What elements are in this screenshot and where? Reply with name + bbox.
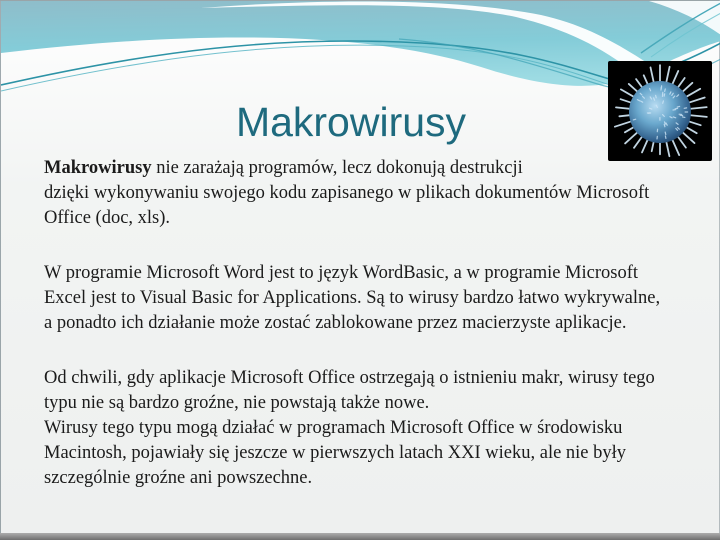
paragraph-1 <box>44 156 704 231</box>
text-line: Od chwili, gdy aplikacje Microsoft Office ostrzegają o istnieniu makr, wirusy tego <box>44 368 655 388</box>
text-line: typu nie są bardzo groźne, nie powstają także nowe. <box>44 393 430 413</box>
text-line: szczególnie groźne ani powszechne. <box>44 468 313 488</box>
text-line: Macintosh, pojawiały się jeszcze w pierwszych latach XXI wieku, ale nie były <box>44 443 627 463</box>
slide-title: Makrowirusy <box>235 99 467 145</box>
bold-lead: Makrowirusy <box>44 158 152 178</box>
text-line: dzięki wykonywaniu swojego kodu zapisanego w plikach dokumentów Microsoft <box>44 183 650 203</box>
text-line: Wirusy tego typu mogą działać w programach Microsoft Office w środowisku <box>44 418 623 438</box>
text-line: Excel jest to Visual Basic for Applications. Są to wirusy bardzo łatwo wykrywalne, <box>44 288 661 308</box>
text-line: Office (doc, xls). <box>44 208 171 228</box>
paragraph-3 <box>44 366 704 491</box>
paragraph-2 <box>44 261 704 336</box>
bottom-edge-bar <box>0 533 720 540</box>
slide-body-text <box>44 156 704 521</box>
virus-image <box>608 61 712 161</box>
text-line: a ponadto ich działanie może zostać zablokowane przez macierzyste aplikacje. <box>44 313 627 333</box>
text-line: Makrowirusy nie zarażają programów, lecz dokonują destrukcji <box>44 158 523 178</box>
text-line: W programie Microsoft Word jest to język WordBasic, a w programie Microsoft <box>44 263 639 283</box>
virus-sphere-icon <box>608 61 712 161</box>
